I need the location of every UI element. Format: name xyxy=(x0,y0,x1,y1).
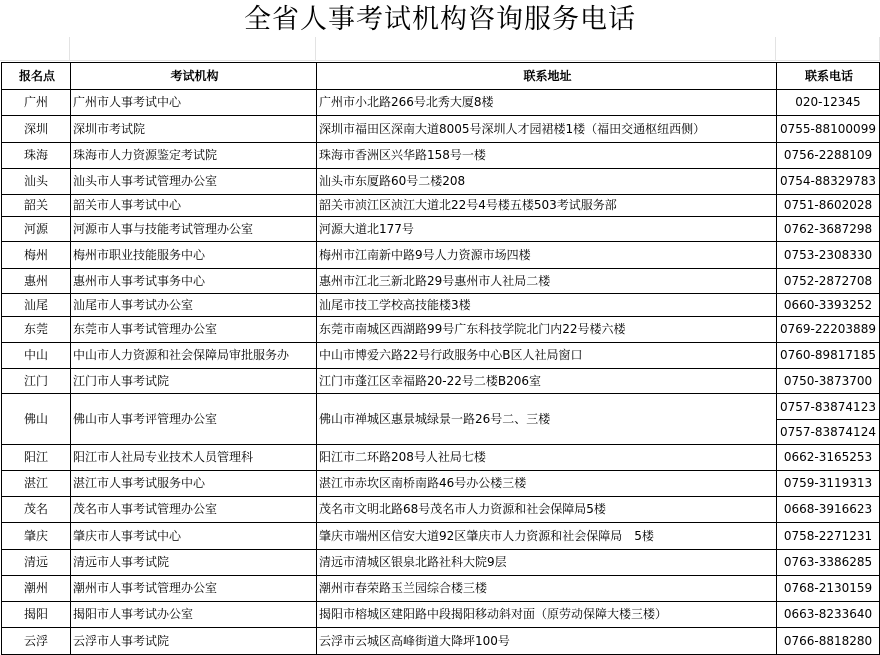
phone-number: 0757-83874124 xyxy=(777,419,879,444)
cell-org[interactable]: 汕尾市人事考试办公室 xyxy=(71,294,317,317)
cell-phone[interactable]: 0752-2872708 xyxy=(777,269,880,294)
table-row xyxy=(2,195,880,217)
cell-phone[interactable]: 0766-8818280 xyxy=(777,628,880,655)
cell-phone[interactable]: 0758-2271231 xyxy=(777,523,880,550)
cell-org[interactable]: 云浮市人事考试院 xyxy=(71,628,317,655)
cell-org[interactable]: 肇庆市人事考试中心 xyxy=(71,523,317,550)
cell-site[interactable]: 阳江 xyxy=(2,445,71,471)
cell-site[interactable]: 韶关 xyxy=(2,195,71,217)
header-org: 考试机构 xyxy=(71,63,317,90)
cell-address[interactable]: 肇庆市端州区信安大道92区肇庆市人力资源和社会保障局 5楼 xyxy=(317,523,777,550)
blank-cell[interactable] xyxy=(316,37,776,61)
cell-address[interactable]: 江门市蓬江区幸福路20-22号二楼B206室 xyxy=(317,369,777,394)
table-row xyxy=(2,90,880,116)
table-row xyxy=(2,116,880,143)
cell-org[interactable]: 韶关市人事考试中心 xyxy=(71,195,317,217)
cell-address[interactable]: 揭阳市榕城区建阳路中段揭阳移动斜对面（原劳动保障大楼三楼） xyxy=(317,602,777,628)
cell-address[interactable]: 佛山市禅城区惠景城绿景一路26号二、三楼 xyxy=(317,394,777,445)
cell-site[interactable]: 河源 xyxy=(2,217,71,242)
cell-address[interactable]: 清远市清城区银泉北路社科大院9层 xyxy=(317,550,777,576)
cell-org[interactable]: 揭阳市人事考试办公室 xyxy=(71,602,317,628)
cell-site[interactable]: 潮州 xyxy=(2,576,71,602)
cell-phone[interactable]: 0668-3916623 xyxy=(777,497,880,523)
blank-cell[interactable] xyxy=(70,37,316,61)
cell-phone[interactable]: 0755-88100099 xyxy=(777,116,880,143)
cell-org[interactable]: 中山市人力资源和社会保障局审批服务办 xyxy=(71,343,317,369)
cell-site[interactable]: 揭阳 xyxy=(2,602,71,628)
table-row xyxy=(2,523,880,550)
table-row xyxy=(2,394,880,445)
table-row xyxy=(2,497,880,523)
table-body xyxy=(2,90,880,655)
cell-site[interactable]: 珠海 xyxy=(2,143,71,169)
cell-address[interactable]: 阳江市二环路208号人社局七楼 xyxy=(317,445,777,471)
header-phone: 联系电话 xyxy=(777,63,880,90)
cell-phone[interactable]: 0754-88329783 xyxy=(777,169,880,195)
cell-address[interactable]: 河源大道北177号 xyxy=(317,217,777,242)
cell-org[interactable]: 清远市人事考试院 xyxy=(71,550,317,576)
cell-address[interactable]: 韶关市浈江区浈江大道北22号4号楼五楼503考试服务部 xyxy=(317,195,777,217)
cell-org[interactable]: 佛山市人事考评管理办公室 xyxy=(71,394,317,445)
cell-site[interactable]: 湛江 xyxy=(2,471,71,497)
header-site: 报名点 xyxy=(2,63,71,90)
cell-phone[interactable]: 0660-3393252 xyxy=(777,294,880,317)
cell-phone[interactable]: 0763-3386285 xyxy=(777,550,880,576)
cell-address[interactable]: 广州市小北路266号北秀大厦8楼 xyxy=(317,90,777,116)
contact-table xyxy=(1,62,880,655)
cell-phone[interactable]: 0751-8602028 xyxy=(777,195,880,217)
cell-org[interactable]: 珠海市人力资源鉴定考试院 xyxy=(71,143,317,169)
cell-phone[interactable]: 0662-3165253 xyxy=(777,445,880,471)
cell-address[interactable]: 云浮市云城区高峰街道大降坪100号 xyxy=(317,628,777,655)
cell-site[interactable]: 肇庆 xyxy=(2,523,71,550)
cell-site[interactable]: 深圳 xyxy=(2,116,71,143)
blank-cell[interactable] xyxy=(776,37,880,61)
cell-address[interactable]: 东莞市南城区西湖路99号广东科技学院北门内22号楼六楼 xyxy=(317,317,777,343)
cell-address[interactable]: 湛江市赤坎区南桥南路46号办公楼三楼 xyxy=(317,471,777,497)
cell-address[interactable]: 潮州市春荣路玉兰园综合楼三楼 xyxy=(317,576,777,602)
cell-phone[interactable]: 0759-3119313 xyxy=(777,471,880,497)
header-row xyxy=(2,63,880,90)
table-row xyxy=(2,269,880,294)
table-row xyxy=(2,143,880,169)
cell-address[interactable]: 惠州市江北三新北路29号惠州市人社局二楼 xyxy=(317,269,777,294)
cell-org[interactable]: 东莞市人事考试管理办公室 xyxy=(71,317,317,343)
cell-phone[interactable]: 020-12345 xyxy=(777,90,880,116)
cell-site[interactable]: 云浮 xyxy=(2,628,71,655)
cell-site[interactable]: 汕头 xyxy=(2,169,71,195)
blank-row xyxy=(0,37,880,61)
cell-site[interactable]: 东莞 xyxy=(2,317,71,343)
cell-org[interactable]: 广州市人事考试中心 xyxy=(71,90,317,116)
cell-org[interactable]: 汕头市人事考试管理办公室 xyxy=(71,169,317,195)
cell-address[interactable]: 中山市博爱六路22号行政服务中心B区人社局窗口 xyxy=(317,343,777,369)
cell-phone[interactable]: 0753-2308330 xyxy=(777,242,880,269)
cell-site[interactable]: 茂名 xyxy=(2,497,71,523)
table-row xyxy=(2,343,880,369)
cell-phone[interactable]: 0663-8233640 xyxy=(777,602,880,628)
cell-site[interactable]: 清远 xyxy=(2,550,71,576)
cell-site[interactable]: 梅州 xyxy=(2,242,71,269)
cell-phone[interactable]: 0769-22203889 xyxy=(777,317,880,343)
cell-phone[interactable]: 0760-89817185 xyxy=(777,343,880,369)
table-row xyxy=(2,317,880,343)
cell-org[interactable]: 惠州市人事考试事务中心 xyxy=(71,269,317,294)
cell-org[interactable]: 茂名市人事考试管理办公室 xyxy=(71,497,317,523)
header-address: 联系地址 xyxy=(317,63,777,90)
cell-org[interactable]: 潮州市人事考试管理办公室 xyxy=(71,576,317,602)
cell-org[interactable]: 河源市人事与技能考试管理办公室 xyxy=(71,217,317,242)
cell-address[interactable]: 茂名市文明北路68号茂名市人力资源和社会保障局5楼 xyxy=(317,497,777,523)
table-row xyxy=(2,576,880,602)
blank-cell[interactable] xyxy=(0,37,70,61)
cell-site[interactable]: 汕尾 xyxy=(2,294,71,317)
cell-site[interactable]: 惠州 xyxy=(2,269,71,294)
table-row xyxy=(2,471,880,497)
cell-phone[interactable]: 0762-3687298 xyxy=(777,217,880,242)
cell-phone[interactable]: 0768-2130159 xyxy=(777,576,880,602)
table-row xyxy=(2,294,880,317)
cell-org[interactable]: 深圳市考试院 xyxy=(71,116,317,143)
table-row xyxy=(2,169,880,195)
cell-site[interactable]: 中山 xyxy=(2,343,71,369)
cell-site[interactable]: 佛山 xyxy=(2,394,71,445)
cell-org[interactable]: 梅州市职业技能服务中心 xyxy=(71,242,317,269)
table-row xyxy=(2,217,880,242)
cell-phone[interactable] xyxy=(777,394,880,445)
cell-address[interactable]: 珠海市香洲区兴华路158号一楼 xyxy=(317,143,777,169)
cell-phone[interactable]: 0756-2288109 xyxy=(777,143,880,169)
table-row xyxy=(2,242,880,269)
table-row xyxy=(2,369,880,394)
phone-number: 0757-83874123 xyxy=(780,399,876,414)
cell-phone[interactable]: 0750-3873700 xyxy=(777,369,880,394)
cell-org[interactable]: 阳江市人社局专业技术人员管理科 xyxy=(71,445,317,471)
cell-address[interactable]: 汕尾市技工学校高技能楼3楼 xyxy=(317,294,777,317)
cell-address[interactable]: 汕头市东厦路60号二楼208 xyxy=(317,169,777,195)
cell-org[interactable]: 湛江市人事考试服务中心 xyxy=(71,471,317,497)
table-row xyxy=(2,628,880,655)
cell-address[interactable]: 深圳市福田区深南大道8005号深圳人才园裙楼1楼（福田交通枢纽西侧） xyxy=(317,116,777,143)
cell-site[interactable]: 广州 xyxy=(2,90,71,116)
cell-site[interactable]: 江门 xyxy=(2,369,71,394)
page-title: 全省人事考试机构咨询服务电话 xyxy=(244,4,636,35)
cell-address[interactable]: 梅州市江南新中路9号人力资源市场四楼 xyxy=(317,242,777,269)
table-row xyxy=(2,602,880,628)
table-row xyxy=(2,445,880,471)
table-row xyxy=(2,550,880,576)
cell-org[interactable]: 江门市人事考试院 xyxy=(71,369,317,394)
